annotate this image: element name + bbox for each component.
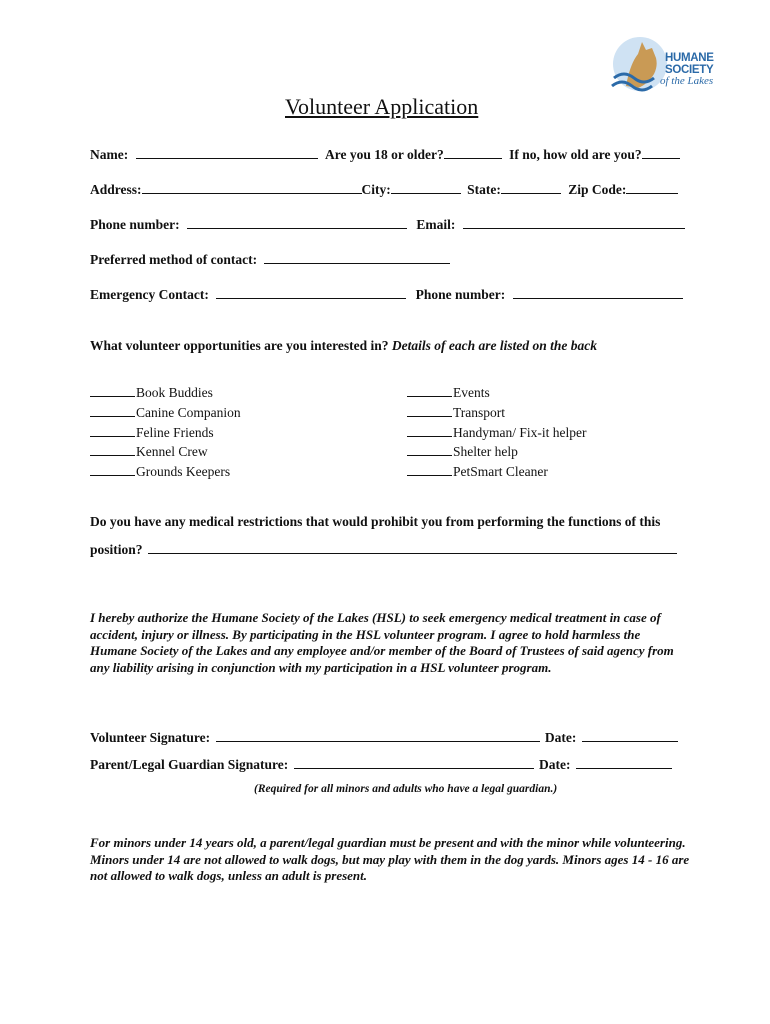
city-field[interactable] xyxy=(391,180,461,194)
email-field[interactable] xyxy=(463,215,685,229)
city-label: City: xyxy=(361,182,391,197)
opportunity-label: Grounds Keepers xyxy=(136,464,231,480)
emergency-phone-field[interactable] xyxy=(513,285,683,299)
opportunity-item xyxy=(90,462,241,482)
volunteer-date-field[interactable] xyxy=(582,728,678,742)
state-label: State: xyxy=(467,182,501,197)
opportunity-label: PetSmart Cleaner xyxy=(453,464,548,480)
zip-label: Zip Code: xyxy=(568,182,627,197)
logo-text-lakes: of the Lakes xyxy=(660,75,714,87)
opportunities-question-text: What volunteer opportunities are you interested in? xyxy=(90,338,389,353)
guardian-signature-row xyxy=(90,755,672,773)
opportunity-label: Events xyxy=(453,385,490,400)
opportunities-question xyxy=(90,338,597,354)
name-field[interactable] xyxy=(136,145,318,159)
opportunity-blank[interactable] xyxy=(407,442,452,456)
opportunities-right-list xyxy=(407,383,586,482)
medical-question-line1: Do you have any medical restrictions that would prohibit you from performing the functions of this xyxy=(90,514,661,529)
logo-text-humane: HUMANE xyxy=(665,52,714,64)
opportunity-item xyxy=(90,403,241,423)
age-18-label: Are you 18 or older? xyxy=(324,147,444,162)
opportunity-blank[interactable] xyxy=(90,442,135,456)
opportunity-item xyxy=(90,383,241,403)
name-row xyxy=(90,145,680,163)
logo-text-society: SOCIETY xyxy=(665,64,714,76)
emergency-contact-field[interactable] xyxy=(216,285,406,299)
email-label: Email: xyxy=(416,217,456,232)
opportunity-item xyxy=(90,423,241,443)
address-row xyxy=(90,180,678,198)
address-label: Address: xyxy=(90,182,142,197)
opportunity-item xyxy=(407,403,586,423)
preferred-contact-field[interactable] xyxy=(264,250,450,264)
opportunity-label: Shelter help xyxy=(453,444,518,460)
opportunity-blank[interactable] xyxy=(90,423,135,437)
opportunities-note: Details of each are listed on the back xyxy=(391,338,597,353)
opportunity-blank[interactable] xyxy=(407,462,452,476)
emergency-phone-label: Phone number: xyxy=(415,287,506,302)
medical-question-line2 xyxy=(90,540,677,558)
volunteer-signature-field[interactable] xyxy=(216,728,540,742)
authorization-text: I hereby authorize the Humane Society of the Lakes (HSL) to seek emergency medical treatment in case of accident, injury or illness. By participating in the HSL volunteer program. I agree to hold harmless the Humane Society of the Lakes and any employee and/or member of the Board of Trustees of said agency from any liability arising in conjunction with my participation in a HSL volunteer program. xyxy=(90,610,674,675)
phone-field[interactable] xyxy=(187,215,407,229)
volunteer-signature-row xyxy=(90,728,678,746)
phone-label: Phone number: xyxy=(90,217,180,232)
age-if-no-label: If no, how old are you? xyxy=(509,147,642,162)
preferred-contact-row xyxy=(90,250,450,268)
emergency-contact-label: Emergency Contact: xyxy=(90,287,209,302)
volunteer-date-label: Date: xyxy=(544,730,577,745)
opportunity-blank[interactable] xyxy=(407,423,452,437)
opportunity-label: Feline Friends xyxy=(136,424,214,440)
opportunity-label: Handyman/ Fix-it helper xyxy=(453,424,587,440)
medical-restrictions-field[interactable] xyxy=(148,540,677,554)
guardian-signature-field[interactable] xyxy=(294,755,534,769)
opportunity-item xyxy=(407,423,586,443)
opportunity-item xyxy=(407,383,586,403)
guardian-date-label: Date: xyxy=(539,757,571,772)
preferred-contact-label: Preferred method of contact: xyxy=(90,252,258,267)
opportunity-label: Kennel Crew xyxy=(136,444,208,460)
minors-note: For minors under 14 years old, a parent/legal guardian must be present and with the minor while volunteering. Minors under 14 are not allowed to walk dogs, but may play with them in the dog yards. Minors ages 14 - 16 are not allowed to walk dogs, unless an adult is present. xyxy=(90,835,690,883)
medical-question-label: position? xyxy=(90,542,143,557)
volunteer-signature-label: Volunteer Signature: xyxy=(90,730,211,745)
opportunity-blank[interactable] xyxy=(90,403,135,417)
guardian-date-field[interactable] xyxy=(576,755,672,769)
age-18-field[interactable] xyxy=(444,145,502,159)
opportunity-item xyxy=(90,442,241,462)
opportunity-item xyxy=(407,462,586,482)
opportunity-label: Transport xyxy=(453,404,506,420)
opportunity-blank[interactable] xyxy=(407,403,452,417)
signature-note: (Required for all minors and adults who have a legal guardian.) xyxy=(254,783,558,795)
opportunity-blank[interactable] xyxy=(90,462,135,476)
opportunity-label: Canine Companion xyxy=(136,404,241,420)
opportunity-label: Book Buddies xyxy=(136,385,213,400)
emergency-row xyxy=(90,285,683,303)
opportunity-item xyxy=(407,442,586,462)
opportunity-blank[interactable] xyxy=(90,383,135,397)
opportunity-blank[interactable] xyxy=(407,383,452,397)
age-field[interactable] xyxy=(642,145,680,159)
state-field[interactable] xyxy=(501,180,561,194)
zip-field[interactable] xyxy=(626,180,678,194)
phone-email-row xyxy=(90,215,685,233)
name-label: Name: xyxy=(90,147,129,162)
page-title: Volunteer Application xyxy=(285,94,479,119)
guardian-signature-label: Parent/Legal Guardian Signature: xyxy=(90,757,289,772)
opportunities-left-list xyxy=(90,383,241,482)
address-field[interactable] xyxy=(142,180,362,194)
